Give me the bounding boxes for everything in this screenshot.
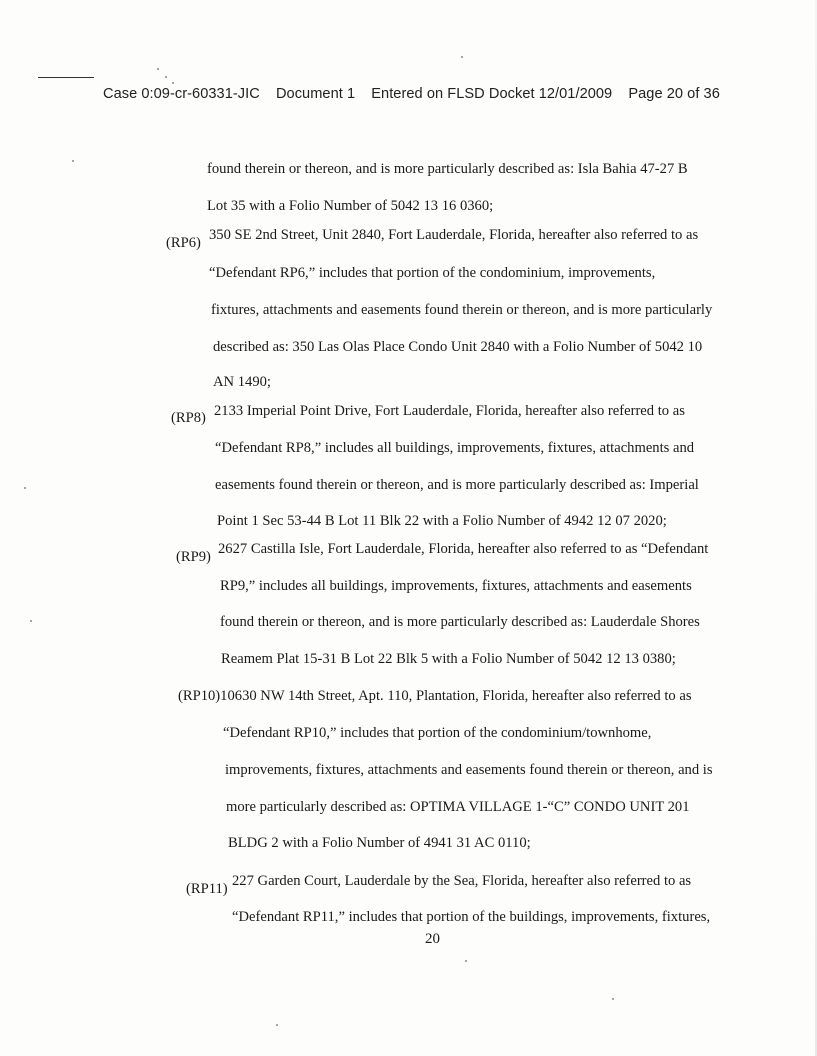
property-tag: (RP6) [166,235,201,251]
docket-header [103,86,732,102]
scan-speck [172,82,174,84]
body-line: easements found therein or thereon, and is more particularly described as: Imperial [215,477,699,493]
scan-speck [24,487,26,489]
body-line: more particularly described as: OPTIMA VILLAGE 1-“C” CONDO UNIT 201 [226,799,690,815]
body-line: fixtures, attachments and easements found therein or thereon, and is more particularly [211,302,713,318]
body-line: AN 1490; [213,374,271,390]
body-line-text: 10630 NW 14th Street, Apt. 110, Plantation, Florida, hereafter also referred to as [220,688,692,704]
property-tag: (RP10) [178,688,221,704]
body-line: 2627 Castilla Isle, Fort Lauderdale, Florida, hereafter also referred to as “Defendant [218,541,709,557]
scan-speck [157,68,159,70]
body-line: “Defendant RP8,” includes all buildings, improvements, fixtures, attachments and [215,440,695,456]
body-line: “Defendant RP6,” includes that portion of the condominium, improvements, [209,265,656,281]
property-tag: (RP11) [186,881,228,897]
body-line: 2133 Imperial Point Drive, Fort Lauderdale, Florida, hereafter also referred to as [214,403,685,419]
document-number: Document 1 [275,86,356,102]
page-count: Page 20 of 36 [628,86,720,102]
entered-date: Entered on FLSD Docket 12/01/2009 [371,86,613,102]
case-number: Case 0:09-cr-60331-JIC [103,86,260,102]
body-line [178,687,692,705]
body-line: described as: 350 Las Olas Place Condo Unit 2840 with a Folio Number of 5042 10 [213,339,703,355]
scan-speck [461,56,463,58]
body-line: RP9,” includes all buildings, improvements, fixtures, attachments and easements [220,578,692,594]
scan-speck [72,160,74,162]
body-line: Point 1 Sec 53-44 B Lot 11 Blk 22 with a Folio Number of 4942 12 07 2020; [217,513,667,529]
body-line: found therein or thereon, and is more particularly described as: Isla Bahia 47-27 B [207,161,688,177]
body-line: found therein or thereon, and is more particularly described as: Lauderdale Shores [220,614,700,630]
body-line: 227 Garden Court, Lauderdale by the Sea, Florida, hereafter also referred to as [232,873,692,889]
property-tag: (RP8) [171,410,206,426]
body-line: “Defendant RP10,” includes that portion of the condominium/townhome, [223,725,652,741]
scan-speck [276,1024,278,1026]
scan-speck [30,620,32,622]
page-number: 20 [425,931,440,947]
body-line: 350 SE 2nd Street, Unit 2840, Fort Lauderdale, Florida, hereafter also referred to as [209,227,699,243]
scan-speck [465,960,467,962]
body-line: BLDG 2 with a Folio Number of 4941 31 AC 0110; [228,835,531,851]
property-tag: (RP9) [176,549,211,565]
scan-speck [165,76,167,78]
body-line: improvements, fixtures, attachments and easements found therein or thereon, and is [225,762,713,778]
scan-speck [612,998,614,1000]
body-line: Reamem Plat 15-31 B Lot 22 Blk 5 with a Folio Number of 5042 12 13 0380; [221,651,676,667]
body-line: Lot 35 with a Folio Number of 5042 13 16 0360; [207,198,494,214]
header-rule [38,77,94,78]
body-line: “Defendant RP11,” includes that portion of the buildings, improvements, fixtures, [232,909,711,925]
